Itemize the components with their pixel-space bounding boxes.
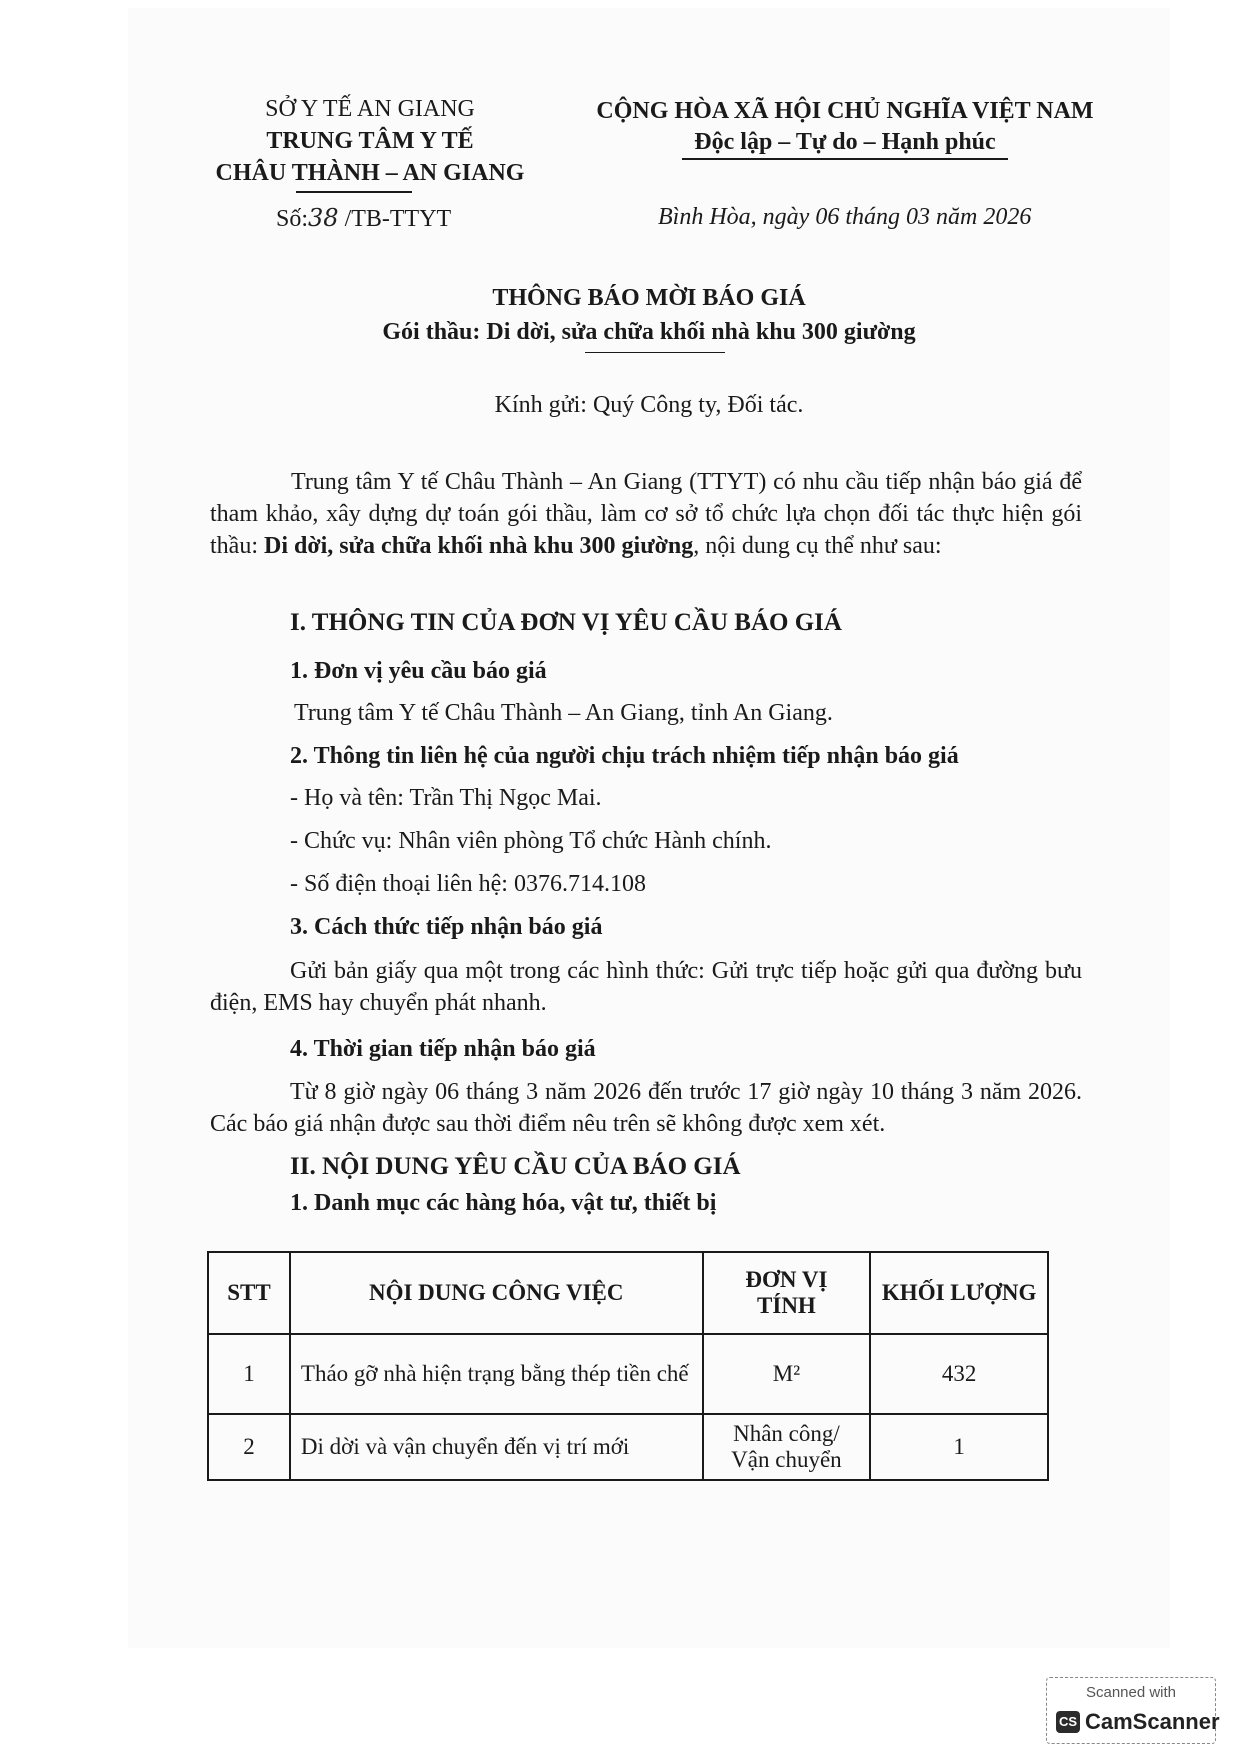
salutation: Kính gửi: Quý Công ty, Đối tác.: [494, 392, 804, 418]
national-title: CỘNG HÒA XÃ HỘI CHỦ NGHĨA VIỆT NAM: [596, 98, 1094, 124]
cell-quantity: 1: [870, 1414, 1048, 1480]
cell-quantity: 432: [870, 1334, 1048, 1414]
submission-method: Gửi bản giấy qua một trong các hình thức: Gửi trực tiếp hoặc gửi qua đường bưu điện, EMS hay chuyển phát nhanh.: [210, 958, 1082, 1016]
section-1-4-heading: 4. Thời gian tiếp nhận báo giá: [290, 1036, 596, 1062]
items-table: [207, 1251, 1049, 1481]
contact-phone: - Số điện thoại liên hệ: 0376.714.108: [290, 871, 646, 897]
scanned-with-label: Scanned with: [1085, 1684, 1177, 1701]
agency-name-line1: TRUNG TÂM Y TẾ: [266, 128, 474, 154]
cell-content: Tháo gỡ nhà hiện trạng bằng thép tiền chế: [290, 1334, 703, 1414]
title-underline: [585, 352, 725, 353]
national-motto: Độc lập – Tự do – Hạnh phúc: [694, 129, 996, 155]
agency-name-line2: CHÂU THÀNH – AN GIANG: [215, 160, 525, 186]
intro-paragraph: Trung tâm Y tế Châu Thành – An Giang (TTYT) có nhu cầu tiếp nhận báo giá để tham khảo, xây dựng dự toán gói thầu, làm cơ sở tổ chức lựa chọn đối tác thực hiện gói thầu: Di dời, sửa chữa khối nhà khu 300 giường, nội dung cụ thể như sau:: [210, 469, 1082, 559]
contact-name: - Họ và tên: Trần Thị Ngọc Mai.: [290, 785, 602, 811]
cell-content: Di dời và vận chuyển đến vị trí mới: [290, 1414, 703, 1480]
place-date: Bình Hòa, ngày 06 tháng 03 năm 2026: [658, 204, 1032, 230]
table-row: [208, 1334, 1048, 1414]
submission-time: Từ 8 giờ ngày 06 tháng 3 năm 2026 đến trước 17 giờ ngày 10 tháng 3 năm 2026. Các báo giá nhận được sau thời điểm nêu trên sẽ không được xem xét.: [210, 1079, 1082, 1137]
document-number: Số:38 /TB-TTYT: [276, 204, 452, 232]
section-2-1-heading: 1. Danh mục các hàng hóa, vật tư, thiết bị: [290, 1190, 717, 1216]
section-2-heading: II. NỘI DUNG YÊU CẦU CỦA BÁO GIÁ: [290, 1153, 741, 1180]
cell-unit: M²: [703, 1334, 871, 1414]
package-name-bold: Di dời, sửa chữa khối nhà khu 300 giường: [264, 533, 694, 559]
section-1-1-heading: 1. Đơn vị yêu cầu báo giá: [290, 658, 547, 684]
col-header-quantity: KHỐI LƯỢNG: [870, 1252, 1048, 1334]
notice-title: THÔNG BÁO MỜI BÁO GIÁ: [492, 285, 806, 311]
package-title: Gói thầu: Di dời, sửa chữa khối nhà khu 300 giường: [382, 319, 916, 345]
table-row: [208, 1414, 1048, 1480]
camscanner-watermark: [1046, 1677, 1220, 1744]
section-1-2-heading: 2. Thông tin liên hệ của người chịu trách nhiệm tiếp nhận báo giá: [290, 743, 959, 769]
cell-unit: Nhân công/ Vận chuyển: [703, 1414, 871, 1480]
agency-parent: SỞ Y TẾ AN GIANG: [265, 96, 475, 122]
section-1-3-heading: 3. Cách thức tiếp nhận báo giá: [290, 914, 603, 940]
camscanner-brand: CamScanner: [1085, 1709, 1220, 1734]
table-header-row: [208, 1252, 1048, 1334]
camscanner-logo-icon: CS: [1056, 1711, 1080, 1733]
handwritten-number: 38: [308, 204, 339, 232]
col-header-content: NỘI DUNG CÔNG VIỆC: [290, 1252, 703, 1334]
agency-underline: [296, 191, 412, 193]
cell-stt: 1: [208, 1334, 290, 1414]
contact-role: - Chức vụ: Nhân viên phòng Tổ chức Hành chính.: [290, 828, 772, 854]
section-1-heading: I. THÔNG TIN CỦA ĐƠN VỊ YÊU CẦU BÁO GIÁ: [290, 609, 842, 636]
col-header-stt: STT: [208, 1252, 290, 1334]
motto-underline: [682, 158, 1008, 160]
requesting-unit: Trung tâm Y tế Châu Thành – An Giang, tỉnh An Giang.: [294, 700, 833, 726]
col-header-unit: ĐƠN VỊ TÍNH: [703, 1252, 871, 1334]
cell-stt: 2: [208, 1414, 290, 1480]
